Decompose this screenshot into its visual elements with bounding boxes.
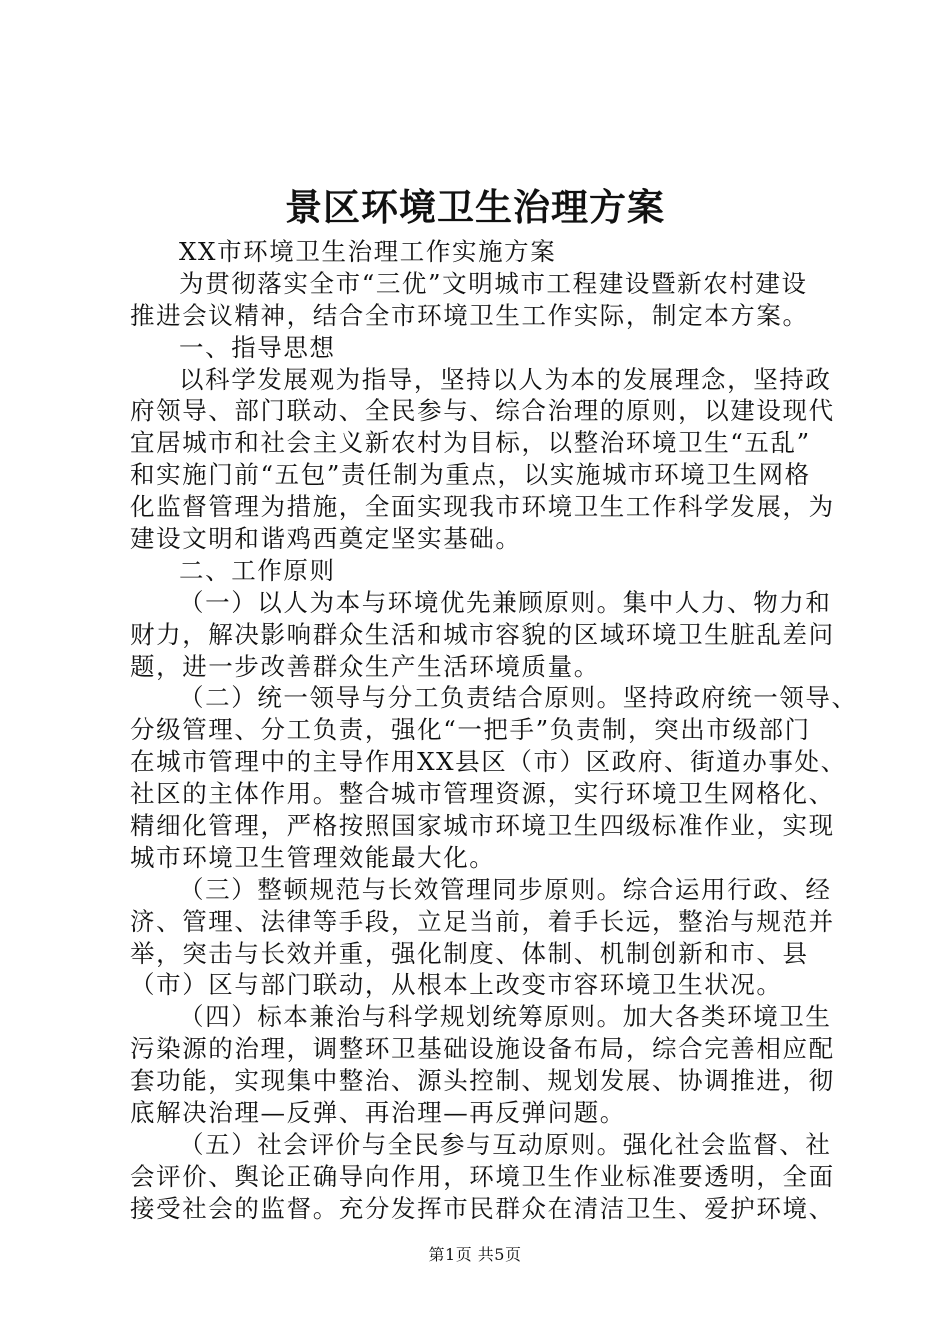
text-line: 府领导、部门联动、全民参与、综合治理的原则，以建设现代 bbox=[130, 396, 835, 426]
text-line: （一）以人为本与环境优先兼顾原则。集中人力、物力和 bbox=[179, 587, 832, 617]
text-line: 和实施门前“五包”责任制为重点，以实施城市环境卫生网格 bbox=[130, 460, 811, 490]
text-line: 建设文明和谐鸡西奠定坚实基础。 bbox=[130, 524, 522, 554]
document-title: 景区环境卫生治理方案 bbox=[285, 185, 665, 229]
page-footer: 第1页 共5页 bbox=[428, 1245, 522, 1264]
text-line: 接受社会的监督。充分发挥市民群众在清洁卫生、爱护环境、 bbox=[130, 1193, 835, 1223]
text-line: 套功能，实现集中整治、源头控制、规划发展、协调推进，彻 bbox=[130, 1066, 835, 1096]
document-body bbox=[130, 236, 858, 1225]
text-line: 会评价、舆论正确导向作用，环境卫生作业标准要透明，全面 bbox=[130, 1161, 835, 1191]
text-line: 一、指导思想 bbox=[179, 332, 336, 362]
text-line: （五）社会评价与全民参与互动原则。强化社会监督、社 bbox=[179, 1129, 832, 1159]
text-line: 济、管理、法律等手段，立足当前，着手长远，整治与规范并 bbox=[130, 906, 835, 936]
text-line: （四）标本兼治与科学规划统筹原则。加大各类环境卫生 bbox=[179, 1002, 832, 1032]
text-line: （三）整顿规范与长效管理同步原则。综合运用行政、经 bbox=[179, 874, 832, 904]
text-line: 污染源的治理，调整环卫基础设施设备布局，综合完善相应配 bbox=[130, 1034, 835, 1064]
text-line: XX市环境卫生治理工作实施方案 bbox=[179, 237, 557, 266]
text-line: 精细化管理，严格按照国家城市环境卫生四级标准作业，实现 bbox=[130, 811, 835, 841]
text-line: 二、工作原则 bbox=[179, 555, 336, 585]
text-line: （二）统一领导与分工负责结合原则。坚持政府统一领导、 bbox=[179, 683, 858, 713]
text-line: 以科学发展观为指导，坚持以人为本的发展理念，坚持政 bbox=[179, 364, 832, 394]
text-line: 财力，解决影响群众生活和城市容貌的区域环境卫生脏乱差问 bbox=[130, 619, 835, 649]
text-line: 宜居城市和社会主义新农村为目标，以整治环境卫生“五乱” bbox=[130, 428, 811, 458]
text-line: 底解决治理—反弹、再治理—再反弹问题。 bbox=[130, 1098, 626, 1128]
text-line: 举，突击与长效并重，强化制度、体制、机制创新和市、县 bbox=[130, 938, 809, 968]
text-line: 在城市管理中的主导作用XX县区（市）区政府、街道办事处、 bbox=[130, 747, 847, 777]
text-line: 社区的主体作用。整合城市管理资源，实行环境卫生网格化、 bbox=[130, 779, 835, 809]
text-line: 化监督管理为措施，全面实现我市环境卫生工作科学发展，为 bbox=[130, 492, 835, 522]
text-line: （市）区与部门联动，从根本上改变市容环境卫生状况。 bbox=[130, 970, 783, 1000]
text-line: 城市环境卫生管理效能最大化。 bbox=[130, 842, 496, 872]
text-line: 为贯彻落实全市“三优”文明城市工程建设暨新农村建设 bbox=[179, 268, 808, 298]
text-line: 推进会议精神，结合全市环境卫生工作实际，制定本方案。 bbox=[130, 300, 809, 330]
text-line: 题，进一步改善群众生产生活环境质量。 bbox=[130, 651, 600, 681]
text-line: 分级管理、分工负责，强化“一把手”负责制，突出市级部门 bbox=[130, 715, 811, 745]
